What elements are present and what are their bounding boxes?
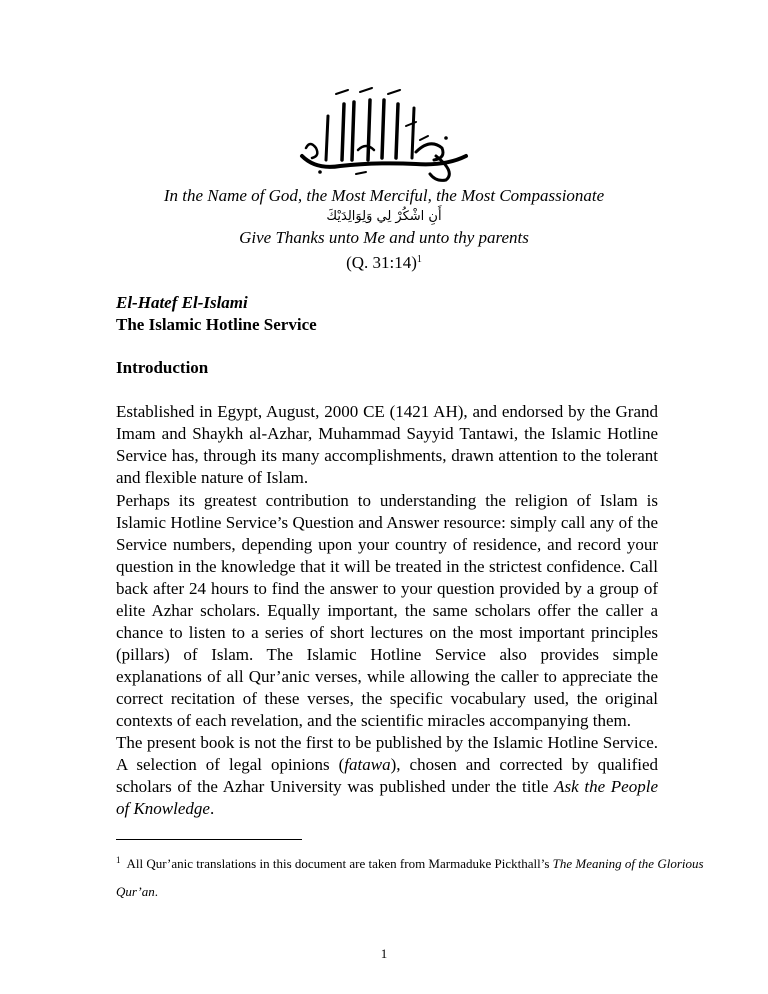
- body-paragraph: [116, 732, 658, 820]
- basmala-calligraphy-icon: [296, 86, 472, 182]
- footnote-book-title: The Meaning of the Glorious Qur’an: [116, 856, 704, 899]
- body-paragraph: Established in Egypt, August, 2000 CE (1421 AH), and endorsed by the Grand Imam and Shaykh al-Azhar, Muhammad Sayyid Tantawi, the Islamic Hotline Service has, through its many accomplishments, drawn attention to the tolerant and flexible nature of Islam.: [116, 402, 658, 487]
- invocation-line: In the Name of God, the Most Merciful, the Most Compassionate: [163, 186, 605, 205]
- footnote-separator: [116, 839, 302, 840]
- footnote-ref-marker[interactable]: 1: [416, 254, 422, 265]
- footnote-marker: 1: [116, 855, 121, 865]
- arabic-verse: أَنِ اشْكُرْ لِي وَلِوَالِدَيْكَ: [326, 209, 442, 224]
- footnote: [116, 846, 716, 906]
- page-number: 1: [380, 946, 388, 961]
- paragraph-text: ), chosen and corrected by qualified scholars of the Azhar University was published under the title: [116, 755, 659, 796]
- document-title: El-Hatef El-Islami: [116, 293, 248, 312]
- verse-reference: [0, 250, 768, 273]
- footnote-end: .: [154, 884, 159, 899]
- paragraph-text: The present book is not the first to be published by the Islamic Hotline Service. A selection of legal opinions (: [116, 733, 658, 774]
- paragraph-text: .: [209, 799, 215, 818]
- reference-text: (Q. 31:14): [346, 253, 417, 272]
- section-heading: Introduction: [116, 358, 209, 377]
- footnote-text: All Qur’anic translations in this document are taken from Marmaduke Pickthall’s: [126, 856, 553, 871]
- body-paragraph: Perhaps its greatest contribution to understanding the religion of Islam is Islamic Hotline Service’s Question and Answer resource: simply call any of the Service numbers, depending upon your country of residence, and record your question in the knowledge that it will be treated in the strictest confidence. Call back after 24 hours to find the answer to your question provided by a group of elite Azhar scholars. Equally important, the same scholars offer the caller a chance to listen to a series of short lectures on the most important principles (pillars) of Islam. The Islamic Hotline Service also provides simple explanations of all Qur’anic verses, while allowing the caller to appreciate the correct recitation of these verses, the specific vocabulary used, the original contexts of each revelation, and the scientific miracles accompanying them.: [116, 491, 658, 730]
- book-title: Ask the People of Knowledge: [116, 777, 658, 818]
- document-subtitle: The Islamic Hotline Service: [116, 315, 317, 334]
- italic-term: fatawa: [344, 755, 391, 774]
- verse-translation: Give Thanks unto Me and unto thy parents: [239, 228, 529, 247]
